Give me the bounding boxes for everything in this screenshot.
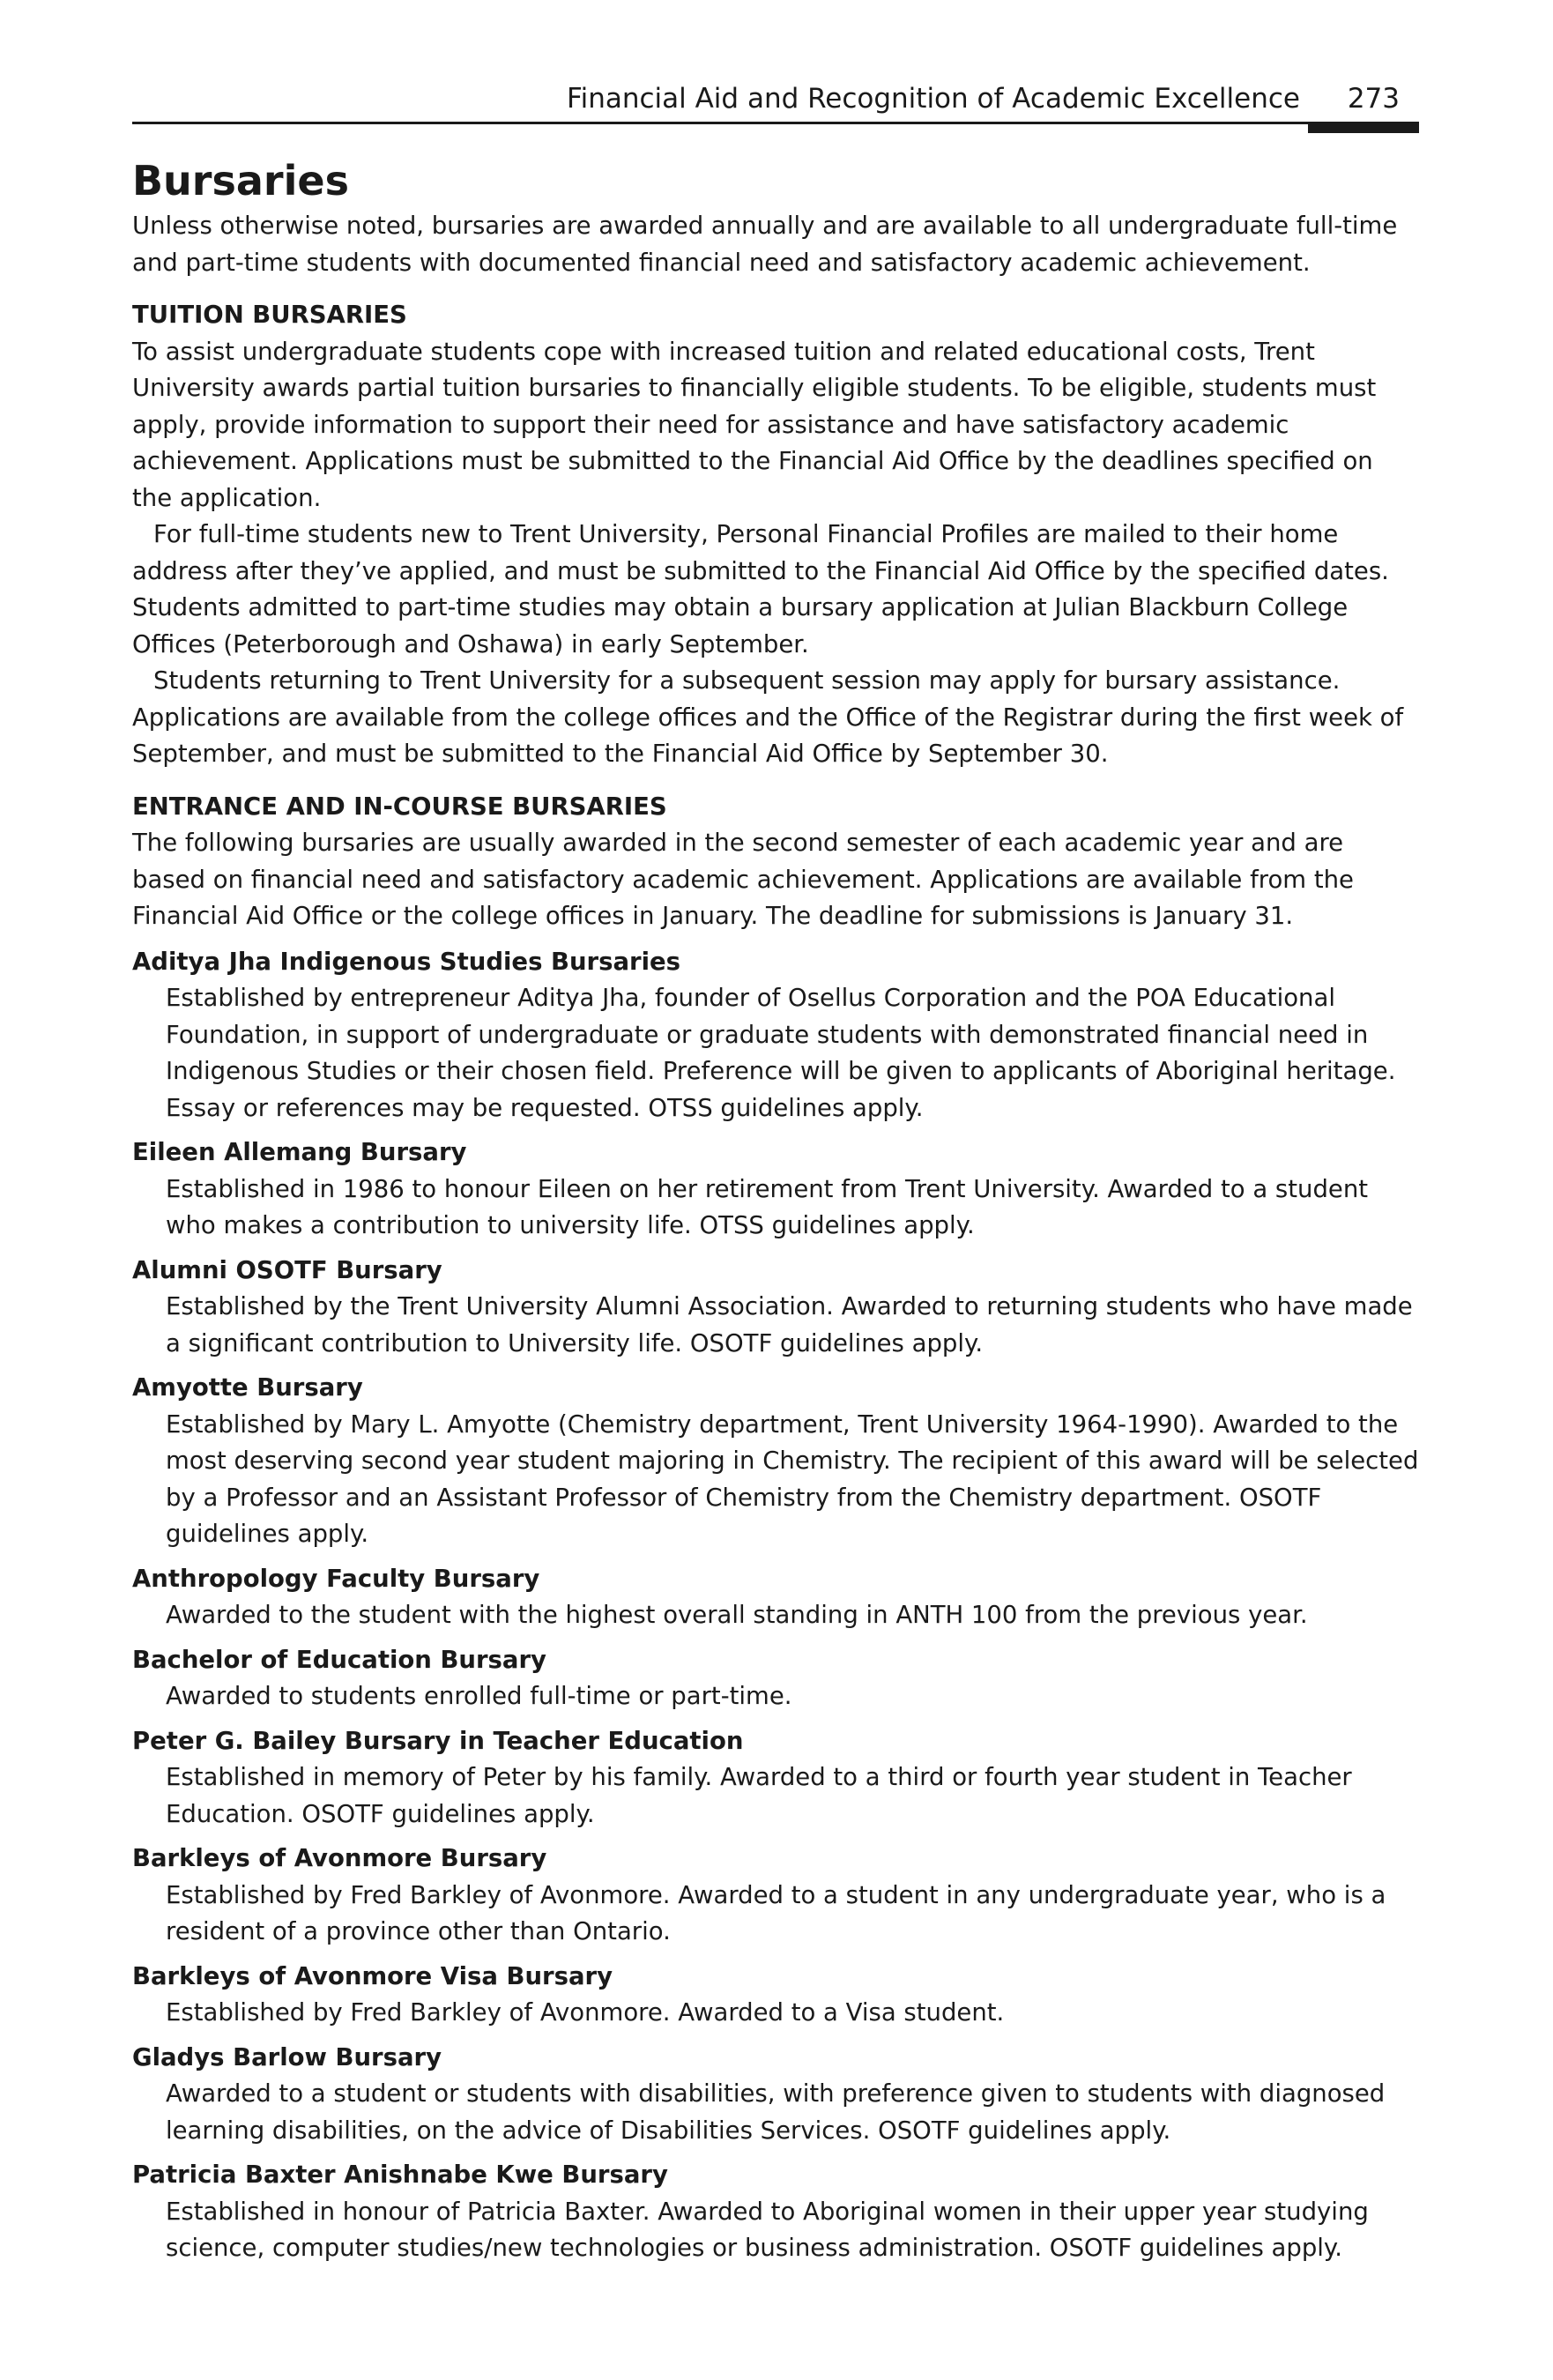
bursary-description: Awarded to students enrolled full-time or part-time. <box>166 1682 792 1710</box>
bursary-title: Peter G. Bailey Bursary in Teacher Education <box>132 1726 744 1755</box>
bursary-list <box>132 944 1419 2267</box>
bursary-entry <box>132 1723 1419 1833</box>
intro-paragraph: Unless otherwise noted, bursaries are awarded annually and are available to all undergraduate full-time and part-time students with documented financial need and satisfactory academic achievement. <box>132 212 1398 277</box>
bursary-entry <box>132 1561 1419 1634</box>
tuition-paragraph: Students returning to Trent University for a subsequent session may apply for bursary assistance. Applications are available from the college offices and the Office of the Registrar during the first week of September, and must be submitted to the Financial Aid Office by September 30. <box>132 666 1404 768</box>
bursary-title: Barkleys of Avonmore Visa Bursary <box>132 1961 613 1990</box>
running-header-title: Financial Aid and Recognition of Academic Excellence <box>567 83 1300 115</box>
bursary-description: Established by Fred Barkley of Avonmore. Awarded to a student in any undergraduate year, who is a resident of a province other than Ontario. <box>166 1880 1386 1945</box>
page-title: Bursaries <box>132 157 349 205</box>
bursary-description: Established in 1986 to honour Eileen on her retirement from Trent University. Awarded to a student who makes a contribution to university life. OTSS guidelines apply. <box>166 1174 1369 1239</box>
bursary-entry <box>132 944 1419 1127</box>
bursary-entry <box>132 1841 1419 1951</box>
bursary-description: Established by the Trent University Alumni Association. Awarded to returning students who have made a significant contribution to University life. OSOTF guidelines apply. <box>166 1292 1413 1357</box>
bursary-title: Bachelor of Education Bursary <box>132 1645 546 1674</box>
header-bar <box>1308 122 1419 133</box>
bursary-description: Established by entrepreneur Aditya Jha, founder of Osellus Corporation and the POA Educational Foundation, in support of undergraduate or graduate students with demonstrated financial need in Indigenous Studies or their chosen field. Preference will be given to applicants of Aboriginal heritage. Essay or references may be requested. OTSS guidelines apply. <box>166 984 1396 1122</box>
bursary-entry <box>132 1642 1419 1715</box>
tuition-paragraph: For full-time students new to Trent University, Personal Financial Profiles are mailed to their home address after they’ve applied, and must be submitted to the Financial Aid Office by the specified dates. Students admitted to part-time studies may obtain a bursary application at Julian Blackburn College Offices (Peterborough and Oshawa) in early September. <box>132 520 1389 658</box>
bursary-entry <box>132 2040 1419 2150</box>
bursary-description: Established in honour of Patricia Baxter. Awarded to Aboriginal women in their upper year studying science, computer studies/new technologies or business administration. OSOTF guidelines apply. <box>166 2197 1369 2262</box>
bursary-description: Established by Fred Barkley of Avonmore. Awarded to a Visa student. <box>166 1998 1005 2027</box>
bursary-entry <box>132 1253 1419 1363</box>
running-header <box>132 78 1419 132</box>
tuition-bursaries-heading: TUITION BURSARIES <box>132 301 407 329</box>
bursary-title: Patricia Baxter Anishnabe Kwe Bursary <box>132 2161 668 2189</box>
bursary-entry <box>132 2157 1419 2267</box>
header-rule <box>132 122 1419 124</box>
bursary-title: Alumni OSOTF Bursary <box>132 1255 442 1284</box>
bursary-title: Amyotte Bursary <box>132 1373 363 1402</box>
entrance-intro-paragraph: The following bursaries are usually awarded in the second semester of each academic year and are based on financial need and satisfactory academic achievement. Applications are available from the Financial Aid Office or the college offices in January. The deadline for submissions is January 31. <box>132 829 1354 930</box>
bursary-title: Eileen Allemang Bursary <box>132 1138 467 1166</box>
bursary-title: Anthropology Faculty Bursary <box>132 1564 540 1593</box>
bursary-title: Gladys Barlow Bursary <box>132 2042 442 2071</box>
page-number: 273 <box>1347 83 1400 115</box>
bursary-title: Aditya Jha Indigenous Studies Bursaries <box>132 947 681 976</box>
bursary-entry <box>132 1959 1419 2032</box>
bursary-description: Established by Mary L. Amyotte (Chemistry department, Trent University 1964-1990). Awarded to the most deserving second year student majoring in Chemistry. The recipient of this award will be selected by a Professor and an Assistant Professor of Chemistry from the Chemistry department. OSOTF guidelines apply. <box>166 1409 1419 1548</box>
bursary-description: Awarded to the student with the highest overall standing in ANTH 100 from the previous year. <box>166 1601 1308 1629</box>
tuition-paragraph: To assist undergraduate students cope with increased tuition and related educational costs, Trent University awards partial tuition bursaries to financially eligible students. To be eligible, students must apply, provide information to support their need for assistance and have satisfactory academic achievement. Applications must be submitted to the Financial Aid Office by the deadlines specified on the application. <box>132 337 1377 512</box>
bursary-description: Awarded to a student or students with disabilities, with preference given to students with diagnosed learning disabilities, on the advice of Disabilities Services. OSOTF guidelines apply. <box>166 2079 1386 2145</box>
bursary-title: Barkleys of Avonmore Bursary <box>132 1844 547 1872</box>
bursary-entry <box>132 1370 1419 1553</box>
page-content <box>132 155 1419 2275</box>
bursary-entry <box>132 1134 1419 1245</box>
entrance-bursaries-heading: ENTRANCE AND IN-COURSE BURSARIES <box>132 792 667 821</box>
bursary-description: Established in memory of Peter by his family. Awarded to a third or fourth year student in Teacher Education. OSOTF guidelines apply. <box>166 1763 1352 1828</box>
